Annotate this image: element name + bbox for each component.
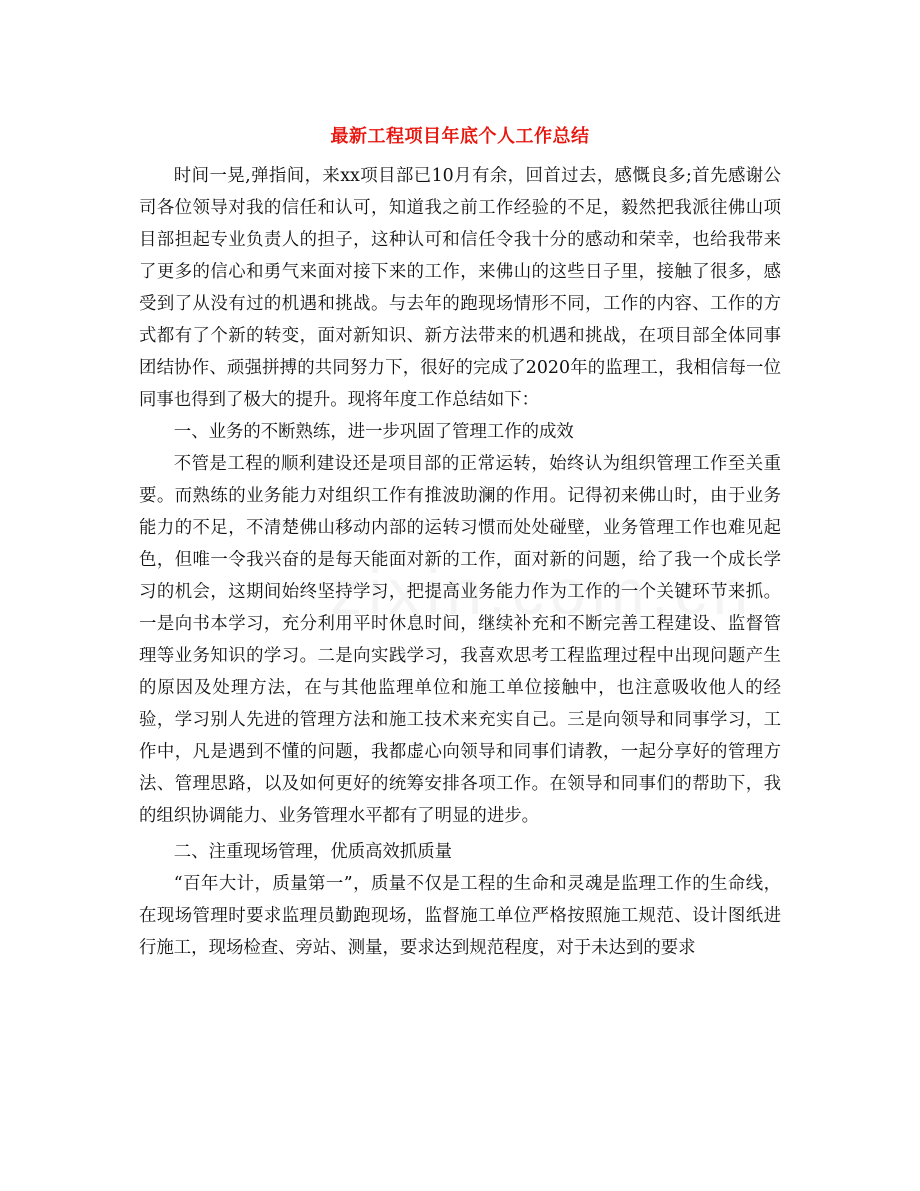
intro-paragraph: 时间一晃,弹指间，来xx项目部已10月有余，回首过去，感慨良多;首先感谢公司各位领导对我的信任和认可，知道我之前工作经验的不足，毅然把我派往佛山项目部担起专业负责人的担子，这种认可和信任令我十分的感动和荣幸，也给我带来了更多的信心和勇气来面对接下来的工作，来佛山的这些日子里，接触了很多，感受到了从没有过的机遇和挑战。与去年的跑现场情形不同，工作的内容、工作的方式都有了个新的转变，面对新知识、新方法带来的机遇和挑战，在项目部全体同事团结协作、顽强拼搏的共同努力下，很好的完成了2020年的监理工，我相信每一位同事也得到了极大的提升。现将年度工作总结如下： [139, 166, 781, 410]
section-heading-2: 二、注重现场管理，优质高效抓质量 [173, 842, 453, 862]
document-body [139, 160, 781, 964]
section-2-paragraph: “百年大计，质量第一”，质量不仅是工程的生命和灵魂是监理工作的生命线，在现场管理时要求监理员勤跑现场，监督施工单位严格按照施工规范、设计图纸进行施工，现场检查、旁站、测量，要求达到规范程度，对于未达到的要求 [139, 874, 781, 958]
section-heading-1: 一、业务的不断熟练，进一步巩固了管理工作的成效 [173, 422, 574, 442]
section-1-paragraph: 不管是工程的顺利建设还是项目部的正常运转，始终认为组织管理工作至关重要。而熟练的业务能力对组织工作有推波助澜的作用。记得初来佛山时，由于业务能力的不足，不清楚佛山移动内部的运转习惯而处处碰壁，业务管理工作也难见起色，但唯一令我兴奋的是每天能面对新的工作，面对新的问题，给了我一个成长学习的机会，这期间始终坚持学习，把提高业务能力作为工作的一个关键环节来抓。一是向书本学习，充分利用平时休息时间，继续补充和不断完善工程建设、监督管理等业务知识的学习。二是向实践学习，我喜欢思考工程监理过程中出现问题产生的原因及处理方法，在与其他监理单位和施工单位接触中，也注意吸收他人的经验，学习别人先进的管理方法和施工技术来充实自己。三是向领导和同事学习，工作中，凡是遇到不懂的问题，我都虚心向领导和同事们请教，一起分享好的管理方法、管理思路，以及如何更好的统筹安排各项工作。在领导和同事们的帮助下，我的组织协调能力、业务管理水平都有了明显的进步。 [139, 454, 781, 826]
document-title: 最新工程项目年底个人工作总结 [330, 126, 590, 147]
